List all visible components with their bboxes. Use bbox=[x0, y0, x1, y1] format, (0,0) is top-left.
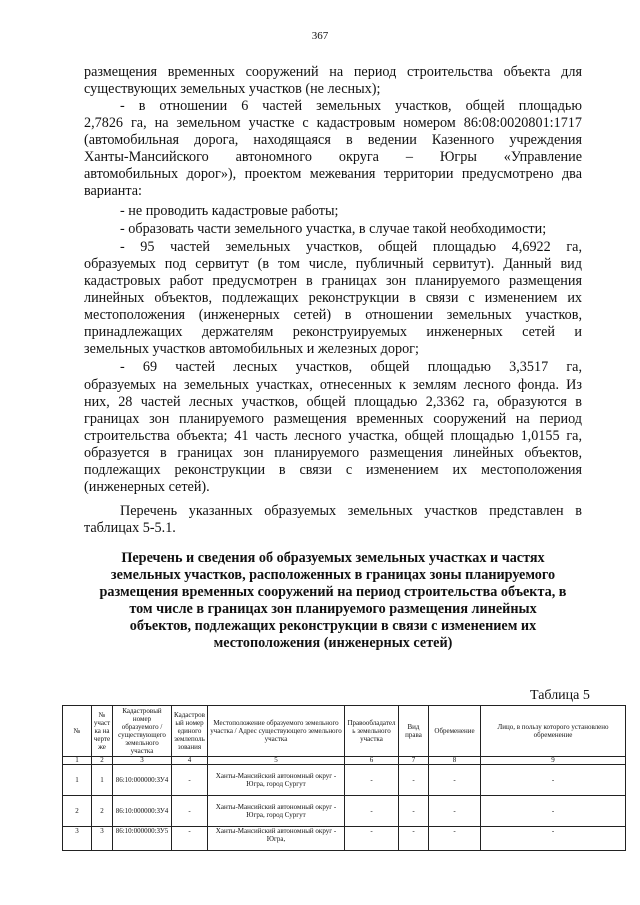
table-cell: 1 bbox=[63, 765, 92, 796]
column-number-cell: 9 bbox=[481, 757, 626, 765]
table-cell: - bbox=[345, 827, 399, 851]
paragraph-line: (инженерных сетей). bbox=[84, 479, 210, 495]
table-cell: 3 bbox=[63, 827, 92, 851]
table-cell: - bbox=[399, 796, 429, 827]
paragraph-line: - образовать части земельного участка, в случае такой необходимости; bbox=[120, 221, 547, 237]
section-title-line: Перечень и сведения об образуемых земельных участках и частях bbox=[121, 550, 545, 566]
page-number: 367 bbox=[311, 30, 329, 42]
table-row bbox=[63, 827, 626, 851]
paragraph-line: местоположения (инженерных сетей) в отношении земельных участков, bbox=[84, 307, 582, 323]
section-title-line: местоположения (инженерных сетей) bbox=[213, 635, 453, 651]
paragraph-line: образуется в границах зон планируемого размещения линейных объектов, bbox=[84, 445, 582, 461]
paragraph-line: - не проводить кадастровые работы; bbox=[120, 203, 339, 219]
column-number-cell: 8 bbox=[429, 757, 481, 765]
table-cell: 86:10:000000:ЗУ5 bbox=[113, 827, 172, 851]
paragraph-line: подлежащих реконструкции в связи с изменением их местоположения bbox=[84, 462, 582, 478]
table-cell: - bbox=[429, 765, 481, 796]
table-cell: 3 bbox=[92, 827, 113, 851]
table-header-cell: Кадастровый номер единого землепользования bbox=[172, 706, 208, 757]
column-number-cell: 1 bbox=[63, 757, 92, 765]
paragraph-line: существующих земельных участков (не лесных); bbox=[84, 81, 381, 97]
table-header-cell: № участка на чертеже bbox=[92, 706, 113, 757]
paragraph-line: - 95 частей земельных участков, общей площадью 4,6922 га, bbox=[120, 239, 582, 255]
column-number-cell: 3 bbox=[113, 757, 172, 765]
table-cell: - bbox=[399, 765, 429, 796]
table-cell: - bbox=[481, 827, 626, 851]
table-header-cell: Правообладатель земельного участка bbox=[345, 706, 399, 757]
table-header-cell: Местоположение образуемого земельного участка / Адрес существующего земельного участка bbox=[208, 706, 345, 757]
column-number-cell: 6 bbox=[345, 757, 399, 765]
paragraph-line: границах зон планируемого размещения временных сооружений на период bbox=[84, 411, 582, 427]
paragraph-line: земельных участков автомобильных и железных дорог; bbox=[84, 341, 419, 357]
paragraph-line: строительства объекта; 41 часть лесного участка, общей площадью 1,0155 га, bbox=[84, 428, 582, 444]
paragraph-line: линейных объектов, подлежащих реконструкции в связи с изменением их bbox=[84, 290, 582, 306]
land-plots-table bbox=[62, 705, 626, 851]
paragraph-line: автомобильных дорог»), проектом межевания территории предусмотрено два bbox=[84, 166, 582, 182]
table-cell: Ханты-Мансийский автономный округ - Югра, город Сургут bbox=[208, 796, 345, 827]
paragraph-line: кадастровых работ предусмотрен в границах зон планируемого размещения bbox=[84, 273, 582, 289]
table-column-number-row bbox=[63, 757, 626, 765]
paragraph-line: - 69 частей лесных участков, общей площадью 3,3517 га, bbox=[120, 359, 582, 375]
table-row bbox=[63, 765, 626, 796]
section-title-line: размещения временных сооружений на период строительства объекта, в bbox=[99, 584, 567, 600]
table-cell: 86:10:000000:ЗУ4 bbox=[113, 796, 172, 827]
section-title-line: том числе в границах зон планируемого размещения линейных bbox=[129, 601, 537, 617]
paragraph-line: образуемых под сервитут (в том числе, публичный сервитут). Данный вид bbox=[84, 256, 582, 272]
table-cell: - bbox=[481, 796, 626, 827]
table-cell: - bbox=[429, 827, 481, 851]
paragraph-line: 2,7826 га, на земельном участке с кадастровым номером 86:08:0020801:1717 bbox=[84, 115, 582, 131]
table-header-row bbox=[63, 706, 626, 757]
table-cell: 2 bbox=[63, 796, 92, 827]
table-label: Таблица 5 bbox=[530, 688, 590, 703]
table-header-cell: № bbox=[63, 706, 92, 757]
paragraph-line: принадлежащих держателям реконструируемых инженерных сетей и bbox=[84, 324, 582, 340]
table-cell: - bbox=[172, 765, 208, 796]
table-cell: 2 bbox=[92, 796, 113, 827]
paragraph-line: Ханты-Мансийского автономного округа – Югры «Управление bbox=[84, 149, 582, 165]
column-number-cell: 2 bbox=[92, 757, 113, 765]
table-cell: Ханты-Мансийский автономный округ - Югра, город Сургут bbox=[208, 765, 345, 796]
paragraph-line: Перечень указанных образуемых земельных участков представлен в bbox=[120, 503, 582, 519]
paragraph-line: образуемых на земельных участках, отнесенных к землям лесного фонда. Из bbox=[84, 377, 582, 393]
paragraph-line: (автомобильная дорога, находящаяся в ведении Казенного учреждения bbox=[84, 132, 582, 148]
table-header-cell: Обременение bbox=[429, 706, 481, 757]
column-number-cell: 5 bbox=[208, 757, 345, 765]
table-cell: - bbox=[429, 796, 481, 827]
section-title-line: объектов, подлежащих реконструкции в связи с изменением их bbox=[129, 618, 537, 634]
table-cell: - bbox=[399, 827, 429, 851]
paragraph-line: варианта: bbox=[84, 183, 142, 199]
table-cell: - bbox=[345, 765, 399, 796]
table-cell: - bbox=[345, 796, 399, 827]
paragraph-line: таблицах 5-5.1. bbox=[84, 520, 176, 536]
table-cell: - bbox=[172, 827, 208, 851]
section-title-line: земельных участков, расположенных в границах зоны планируемого bbox=[110, 567, 556, 583]
table-cell: - bbox=[172, 796, 208, 827]
column-number-cell: 7 bbox=[399, 757, 429, 765]
paragraph-line: - в отношении 6 частей земельных участков, общей площадью bbox=[120, 98, 582, 114]
table-cell: 1 bbox=[92, 765, 113, 796]
table-header-cell: Кадастровый номер образуемого / существующего земельного участка bbox=[113, 706, 172, 757]
table-row bbox=[63, 796, 626, 827]
paragraph-line: них, 28 частей лесных участков, общей площадью 2,3362 га, образуются в bbox=[84, 394, 582, 410]
paragraph-line: размещения временных сооружений на период строительства объекта для bbox=[84, 64, 582, 80]
table-header-cell: Вид права bbox=[399, 706, 429, 757]
table-cell: Ханты-Мансийский автономный округ - Югра, bbox=[208, 827, 345, 851]
column-number-cell: 4 bbox=[172, 757, 208, 765]
table-cell: 86:10:000000:ЗУ4 bbox=[113, 765, 172, 796]
table-header-cell: Лицо, в пользу которого установлено обременение bbox=[481, 706, 626, 757]
table-cell: - bbox=[481, 765, 626, 796]
